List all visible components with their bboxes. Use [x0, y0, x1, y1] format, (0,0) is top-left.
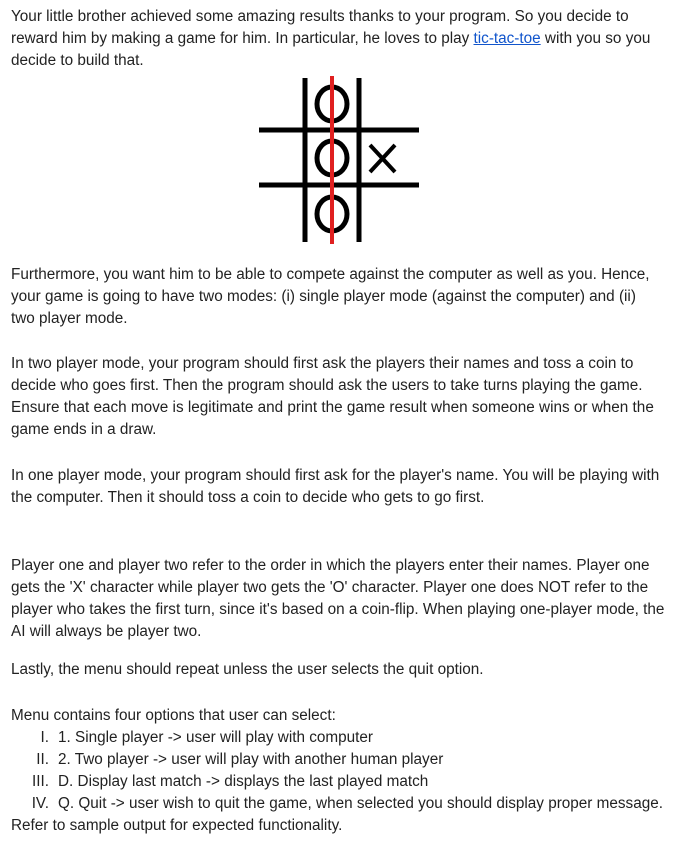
menu-item-text: D. Display last match -> displays the last played match: [58, 773, 429, 790]
menu-footer: Refer to sample output for expected functionality.: [11, 817, 343, 834]
player-order-paragraph: Player one and player two refer to the order in which the players enter their names. Player one gets the 'X' character while player two gets the 'O' character. Player one does NOT refer to the player who takes the first turn, since it's based on a coin-flip. When playing one-player mode, the AI will always be player two.: [11, 557, 665, 640]
menu-item-display-last-match: [11, 771, 671, 793]
intro-text-after: with you so you decide to build that.: [11, 30, 651, 69]
list-number: I.: [40, 729, 49, 746]
menu-options-list: [11, 727, 671, 815]
one-player-paragraph: In one player mode, your program should first ask for the player's name. You will be playing with the computer. Then it should toss a coin to decide who gets to go first.: [11, 467, 660, 506]
two-player-paragraph: In two player mode, your program should first ask the players their names and toss a coin to decide who goes first. Then the program should ask the users to take turns playing the game. Ensure that each move is legitimate and print the game result when someone wins or when the game ends in a draw.: [11, 355, 654, 438]
menu-item-two-player: [11, 749, 671, 771]
menu-item-text: Q. Quit -> user wish to quit the game, when selected you should display proper message.: [58, 795, 663, 812]
menu-item-single-player: [11, 727, 671, 749]
tic-tac-toe-board: [247, 72, 419, 248]
intro-paragraph: [11, 6, 651, 72]
list-number: II.: [36, 751, 49, 768]
modes-paragraph: Furthermore, you want him to be able to compete against the computer as well as you. Hence, your game is going to have two modes: (i) single player mode (against the computer) and (ii) two player mode.: [11, 266, 650, 327]
menu-intro: Menu contains four options that user can select:: [11, 707, 336, 724]
intro-text-before: Your little brother achieved some amazing results thanks to your program. So you decide to reward him by making a game for him. In particular, he loves to play: [11, 8, 629, 47]
lastly-paragraph: Lastly, the menu should repeat unless the user selects the quit option.: [11, 661, 484, 678]
menu-item-text: 2. Two player -> user will play with another human player: [58, 751, 444, 768]
menu-item-quit: [11, 793, 671, 815]
menu-item-text: 1. Single player -> user will play with computer: [58, 729, 373, 746]
list-number: III.: [32, 773, 49, 790]
list-number: IV.: [31, 795, 49, 812]
tic-tac-toe-link[interactable]: tic-tac-toe: [473, 30, 541, 47]
tic-tac-toe-figure: [247, 72, 419, 248]
menu-section: [11, 705, 671, 837]
